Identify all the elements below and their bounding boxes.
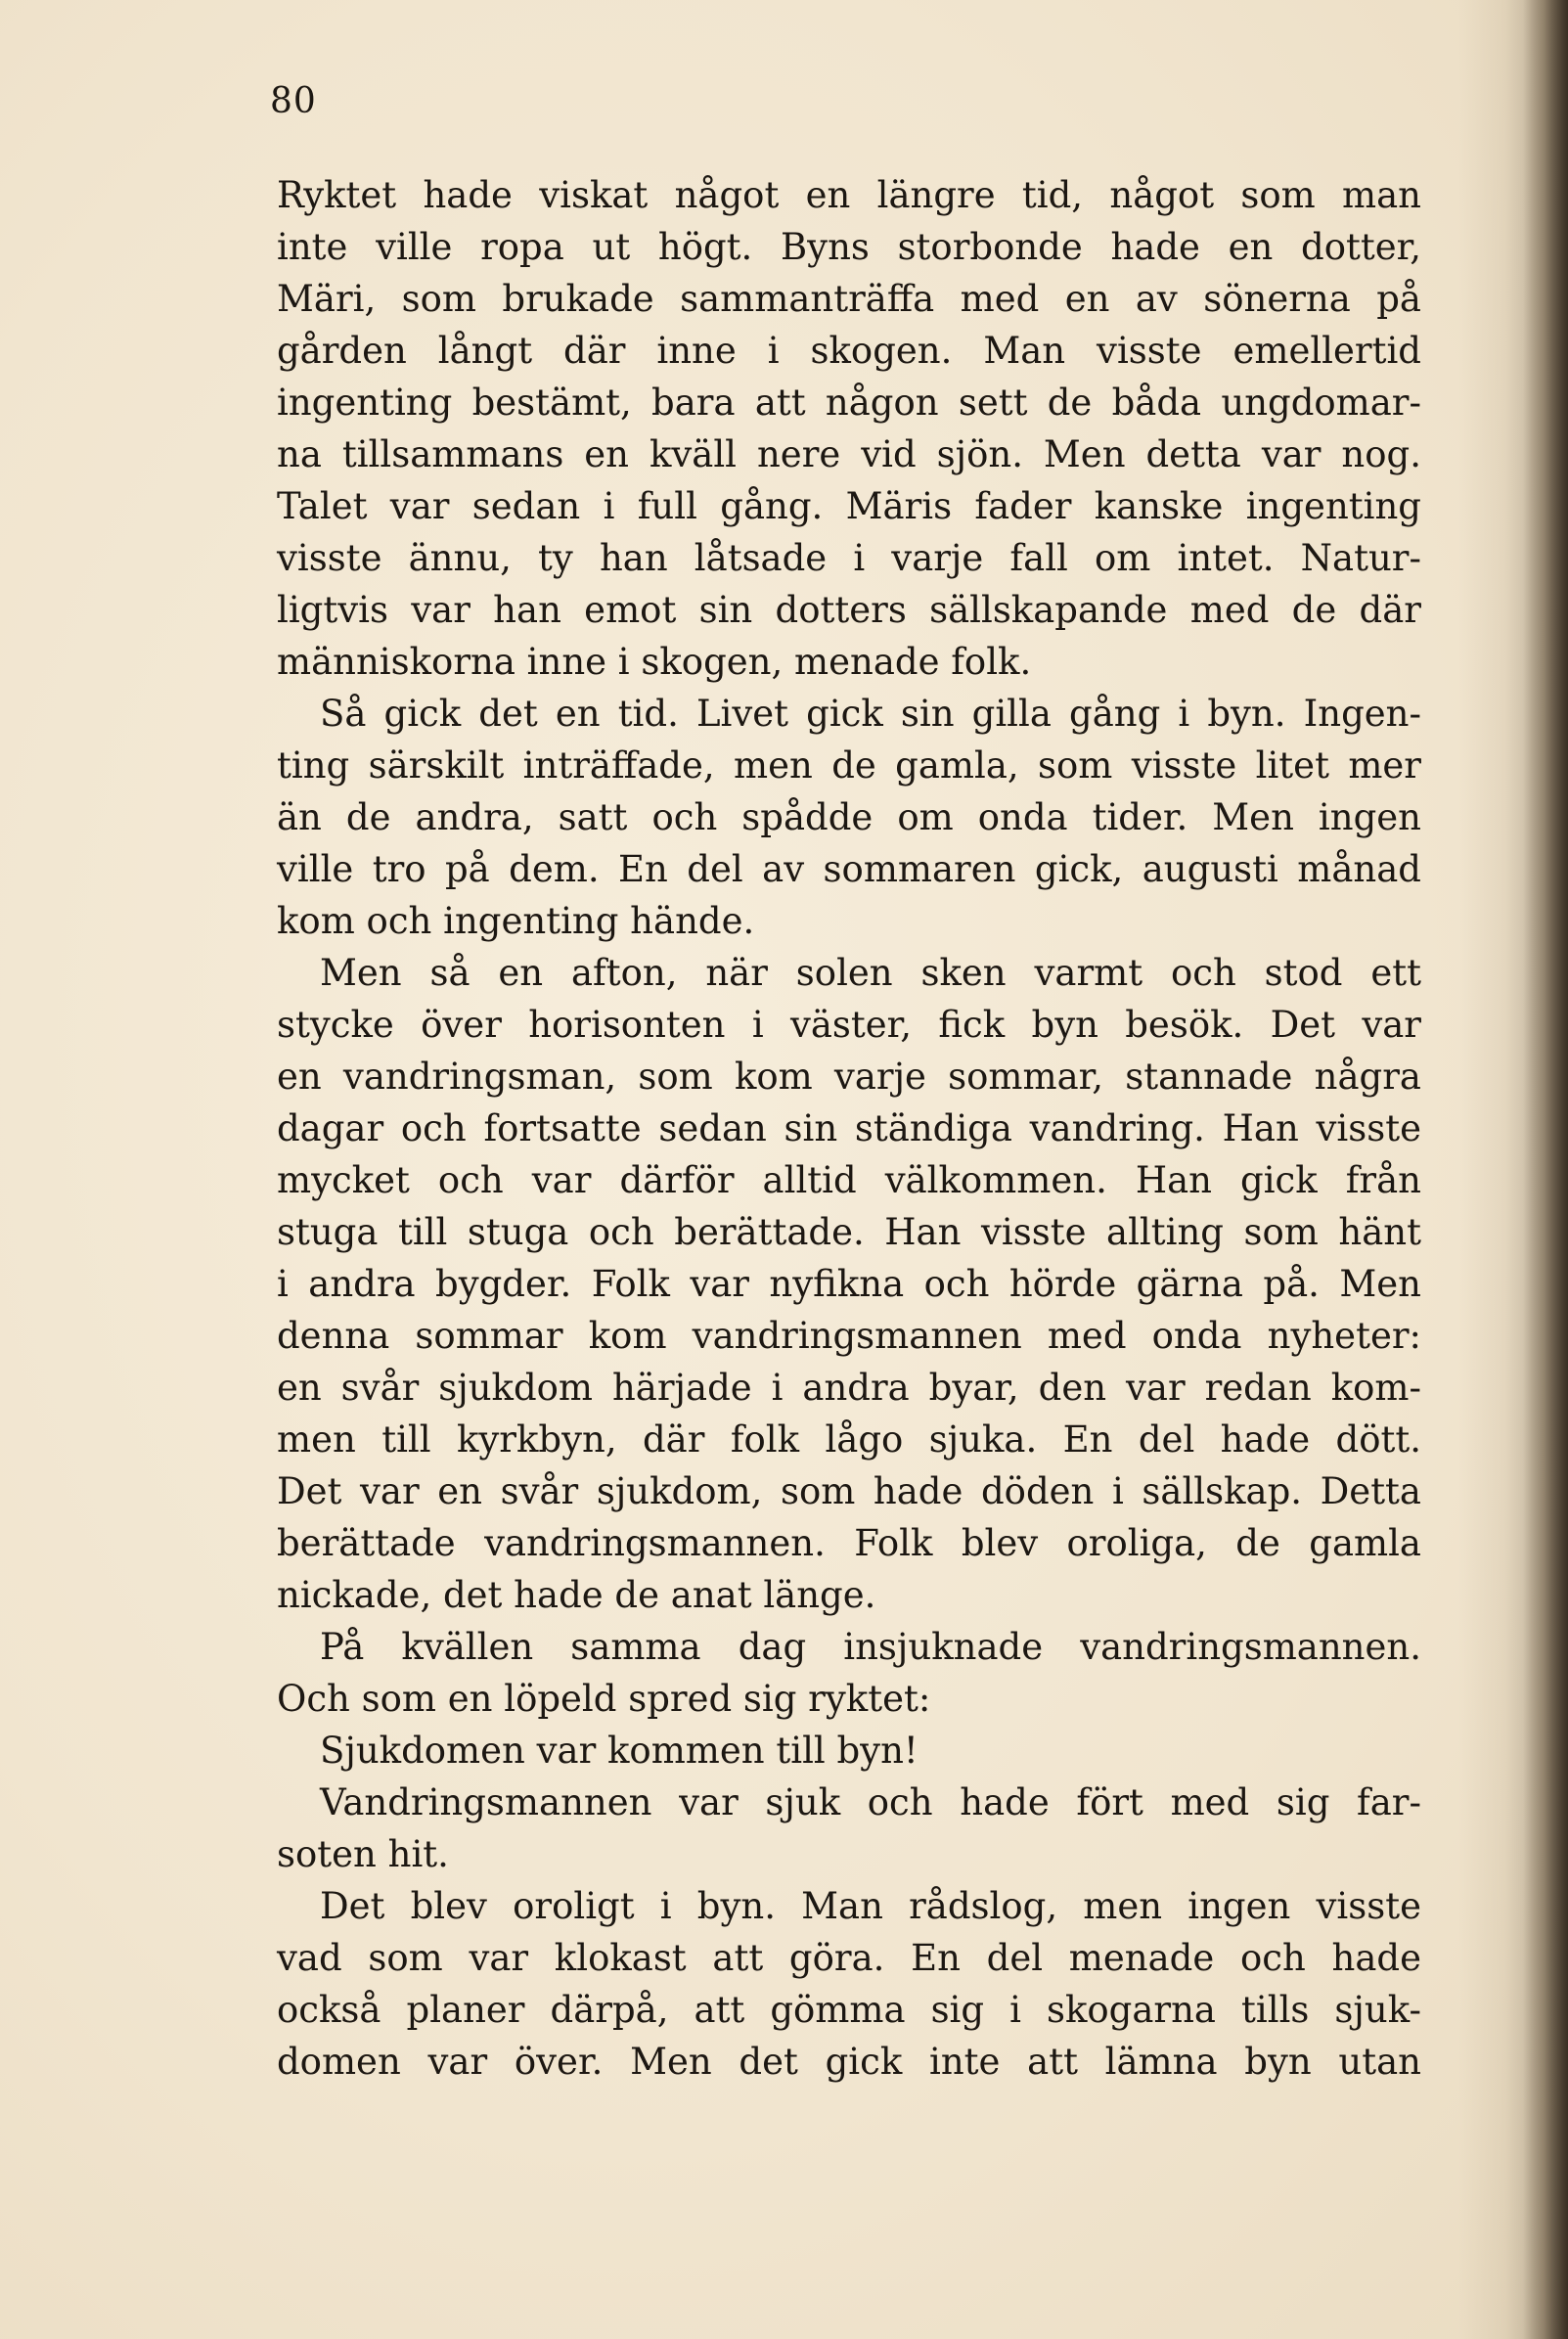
text-line: Vandringsmannen var sjuk och hade fört med sig far- xyxy=(320,1781,1421,1823)
text-line: Märi, som brukade sammanträffa med en av sönerna på xyxy=(277,278,1421,320)
book-spine-shadow xyxy=(1523,0,1568,2339)
text-line: Och som en löpeld spred sig ryktet: xyxy=(277,1678,931,1720)
text-line: Talet var sedan i full gång. Märis fader kanske ingenting xyxy=(277,485,1421,527)
text-line: vad som var klokast att göra. En del menade och hade xyxy=(277,1937,1421,1979)
text-line: i andra bygder. Folk var nyfikna och hörde gärna på. Men xyxy=(277,1263,1421,1305)
text-line: men till kyrkbyn, där folk lågo sjuka. En del hade dött. xyxy=(277,1418,1421,1461)
text-line: en svår sjukdom härjade i andra byar, den var redan kom- xyxy=(277,1367,1421,1409)
text-line: stycke över horisonten i väster, fick byn besök. Det var xyxy=(277,1004,1421,1046)
text-line: också planer därpå, att gömma sig i skogarna tills sjuk- xyxy=(277,1989,1421,2031)
text-line: dagar och fortsatte sedan sin ständiga vandring. Han visste xyxy=(277,1107,1421,1149)
text-line: Det var en svår sjukdom, som hade döden i sällskap. Detta xyxy=(277,1470,1421,1512)
text-line: Ryktet hade viskat något en längre tid, något som man xyxy=(277,174,1421,216)
text-line: mycket och var därför alltid välkommen. Han gick från xyxy=(277,1159,1421,1201)
text-line: människorna inne i skogen, menade folk. xyxy=(277,641,1032,683)
text-line: inte ville ropa ut högt. Byns storbonde hade en dotter, xyxy=(277,226,1421,268)
text-line: visste ännu, ty han låtsade i varje fall om intet. Natur- xyxy=(277,537,1421,579)
text-line: På kvällen samma dag insjuknade vandringsmannen. xyxy=(320,1626,1421,1668)
body-text xyxy=(277,169,1421,2088)
text-line: nickade, det hade de anat länge. xyxy=(277,1574,876,1616)
text-line: Sjukdomen var kommen till byn! xyxy=(320,1730,918,1772)
text-line: domen var över. Men det gick inte att lämna byn utan xyxy=(277,2041,1421,2083)
text-line: denna sommar kom vandringsmannen med onda nyheter: xyxy=(277,1315,1421,1357)
text-line: ville tro på dem. En del av sommaren gick, augusti månad xyxy=(277,848,1421,890)
text-line: Det blev oroligt i byn. Man rådslog, men ingen visste xyxy=(320,1885,1421,1927)
text-line: Så gick det en tid. Livet gick sin gilla gång i byn. Ingen- xyxy=(320,693,1421,735)
text-line: soten hit. xyxy=(277,1833,449,1875)
text-line: gården långt där inne i skogen. Man visste emellertid xyxy=(277,330,1421,372)
page-number: 80 xyxy=(270,81,317,121)
text-line: stuga till stuga och berättade. Han visste allting som hänt xyxy=(277,1211,1421,1253)
text-line: ingenting bestämt, bara att någon sett de båda ungdomar- xyxy=(277,382,1421,424)
text-line: berättade vandringsmannen. Folk blev oroliga, de gamla xyxy=(277,1522,1421,1564)
text-line: Men så en afton, när solen sken varmt och stod ett xyxy=(320,952,1421,994)
text-line: en vandringsman, som kom varje sommar, stannade några xyxy=(277,1056,1421,1098)
text-line: na tillsammans en kväll nere vid sjön. Men detta var nog. xyxy=(277,433,1421,475)
text-line: kom och ingenting hände. xyxy=(277,900,755,942)
text-line: än de andra, satt och spådde om onda tider. Men ingen xyxy=(277,796,1421,838)
text-line: ligtvis var han emot sin dotters sällskapande med de där xyxy=(277,589,1421,631)
text-line: ting särskilt inträffade, men de gamla, som visste litet mer xyxy=(277,744,1421,787)
